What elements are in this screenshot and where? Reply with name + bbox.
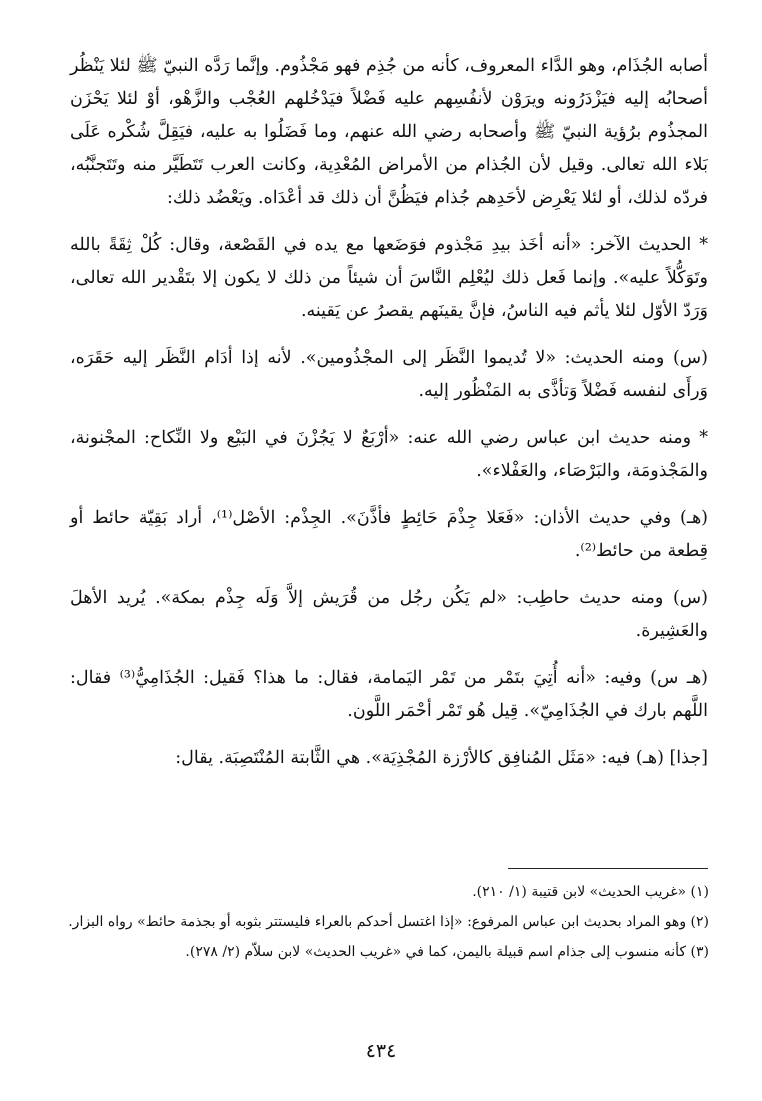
page-number: ٤٣٤ [365, 1040, 397, 1062]
paragraph-ibn-abbas: * ومنه حديث ابن عباس رضي الله عنه: «أرْبَعٌ لا يَجُزْنَ في البَيْع ولا النِّكاح: المجْنونة، والمَجْذومَة، والبَرْصَاء، والعَفْلاء». [70, 428, 708, 481]
footnote-3: (٣) كأنه منسوب إلى جذام اسم قبيلة باليمن، كما في «غريب الحديث» لابن سلاّم (٢/ ٢٧٨). [185, 944, 709, 960]
main-text [70, 50, 708, 775]
paragraph-hatib: (س) ومنه حديث حاطِب: «لم يَكُن رجُل من قُرَيش إلاَّ وَلَه جِذْم بمكة». يُريد الأهلَ والعَشِيرة. [70, 588, 708, 641]
footnote-1: (١) «غريب الحديث» لابن قتيبة (١/ ٢١٠). [472, 884, 709, 900]
paragraph-hadith-la-tudimu: (س) ومنه الحديث: «لا تُديموا النَّظَر إلى المجْذُومين». لأنه إذا أدَام النَّظَر إليه حَقَرَه، وَرأَى لنفسه فَضْلاً وَتأذَّى به المَنْظُور إليه. [70, 348, 708, 401]
footnotes [54, 880, 709, 970]
paragraph-judham-definition: أصابه الجُذَام، وهو الدَّاء المعروف، كأنه من جُذِم فهو مَجْذُوم. وإنَّما رَدَّه النبيّ ﷺ لئلا يَنْظُر أصحابُه إليه فيَزْدَرُونه ويرَوْن لأنفُسِهم عليه فَضْلاً فيَدْخُلهم العُجْب والزَّهْو، أوْ لئلا يَحْزَن المجذُوم برُؤية النبيّ ﷺ وأصحابه رضي الله عنهم، وما فَضَلُوا به عليه، فيَقِلَّ شُكْره عَلَى بَلاء الله تعالى. وقيل لأن الجُذام من الأمراض المُعْدِية، وكانت العرب تَتَطَيَّر منه وتَتَجنَّبُه، فردّه لذلك، أو لئلا يَعْرِض لأحَدِهم جُذام فيَظُنَّ أن ذلك قد أعْدَاه. ويَعْضُد ذلك: [70, 56, 708, 208]
footnote-2: (٢) وهو المراد بحديث ابن عباس المرفوع: «إذا اغتسل أحدكم بالعراء فليستتر بثوبه أو بجذمة حائط» رواه البزار. [68, 914, 709, 930]
footnote-divider [508, 868, 708, 869]
paragraph-adhan: (هـ) وفي حديث الأذان: «فَعَلا جِذْمَ حَائِطٍ فأذَّنَ». الجِذْم: الأصْل⁽¹⁾، أراد بَقِيّة حائط أو قِطعة من حائط⁽²⁾. [70, 508, 709, 561]
paragraph-hadith-majdhum-hand: * الحديث الآخر: «أنه أخَذ بيدِ مَجْذوم فوَضَعها مع يده في القَصْعة، وقال: كُلْ ثِقَةً بالله وتَوَكُّلاً عليه». وإنما فَعل ذلك ليُعْلِم النَّاسَ أن شيئاً من ذلك لا يكون إلا بتَقْدير الله تعالى، وَرَدّ الأوّل لئلا يأثم فيه الناسُ، فإنَّ يقينَهم يقصرُ عن يَقينه. [70, 235, 708, 321]
paragraph-jadha-entry: [جذا] (هـ) فيه: «مَثَل المُنافِق كالأرْزة المُجْذِيَة». هي الثَّابتة المُنْتَصِبَة. يقال: [175, 748, 708, 768]
paragraph-yamama-dates: (هـ س) وفيه: «أنه أُتِيَ بتَمْر من تَمْر اليَمامة، فقال: ما هذا؟ فَقيل: الجُذَامِيُّ⁽³⁾ فقال: اللَّهم بارك في الجُذَامِيّ». قِيل هُو تَمْر أحْمَر اللَّون. [70, 668, 708, 721]
